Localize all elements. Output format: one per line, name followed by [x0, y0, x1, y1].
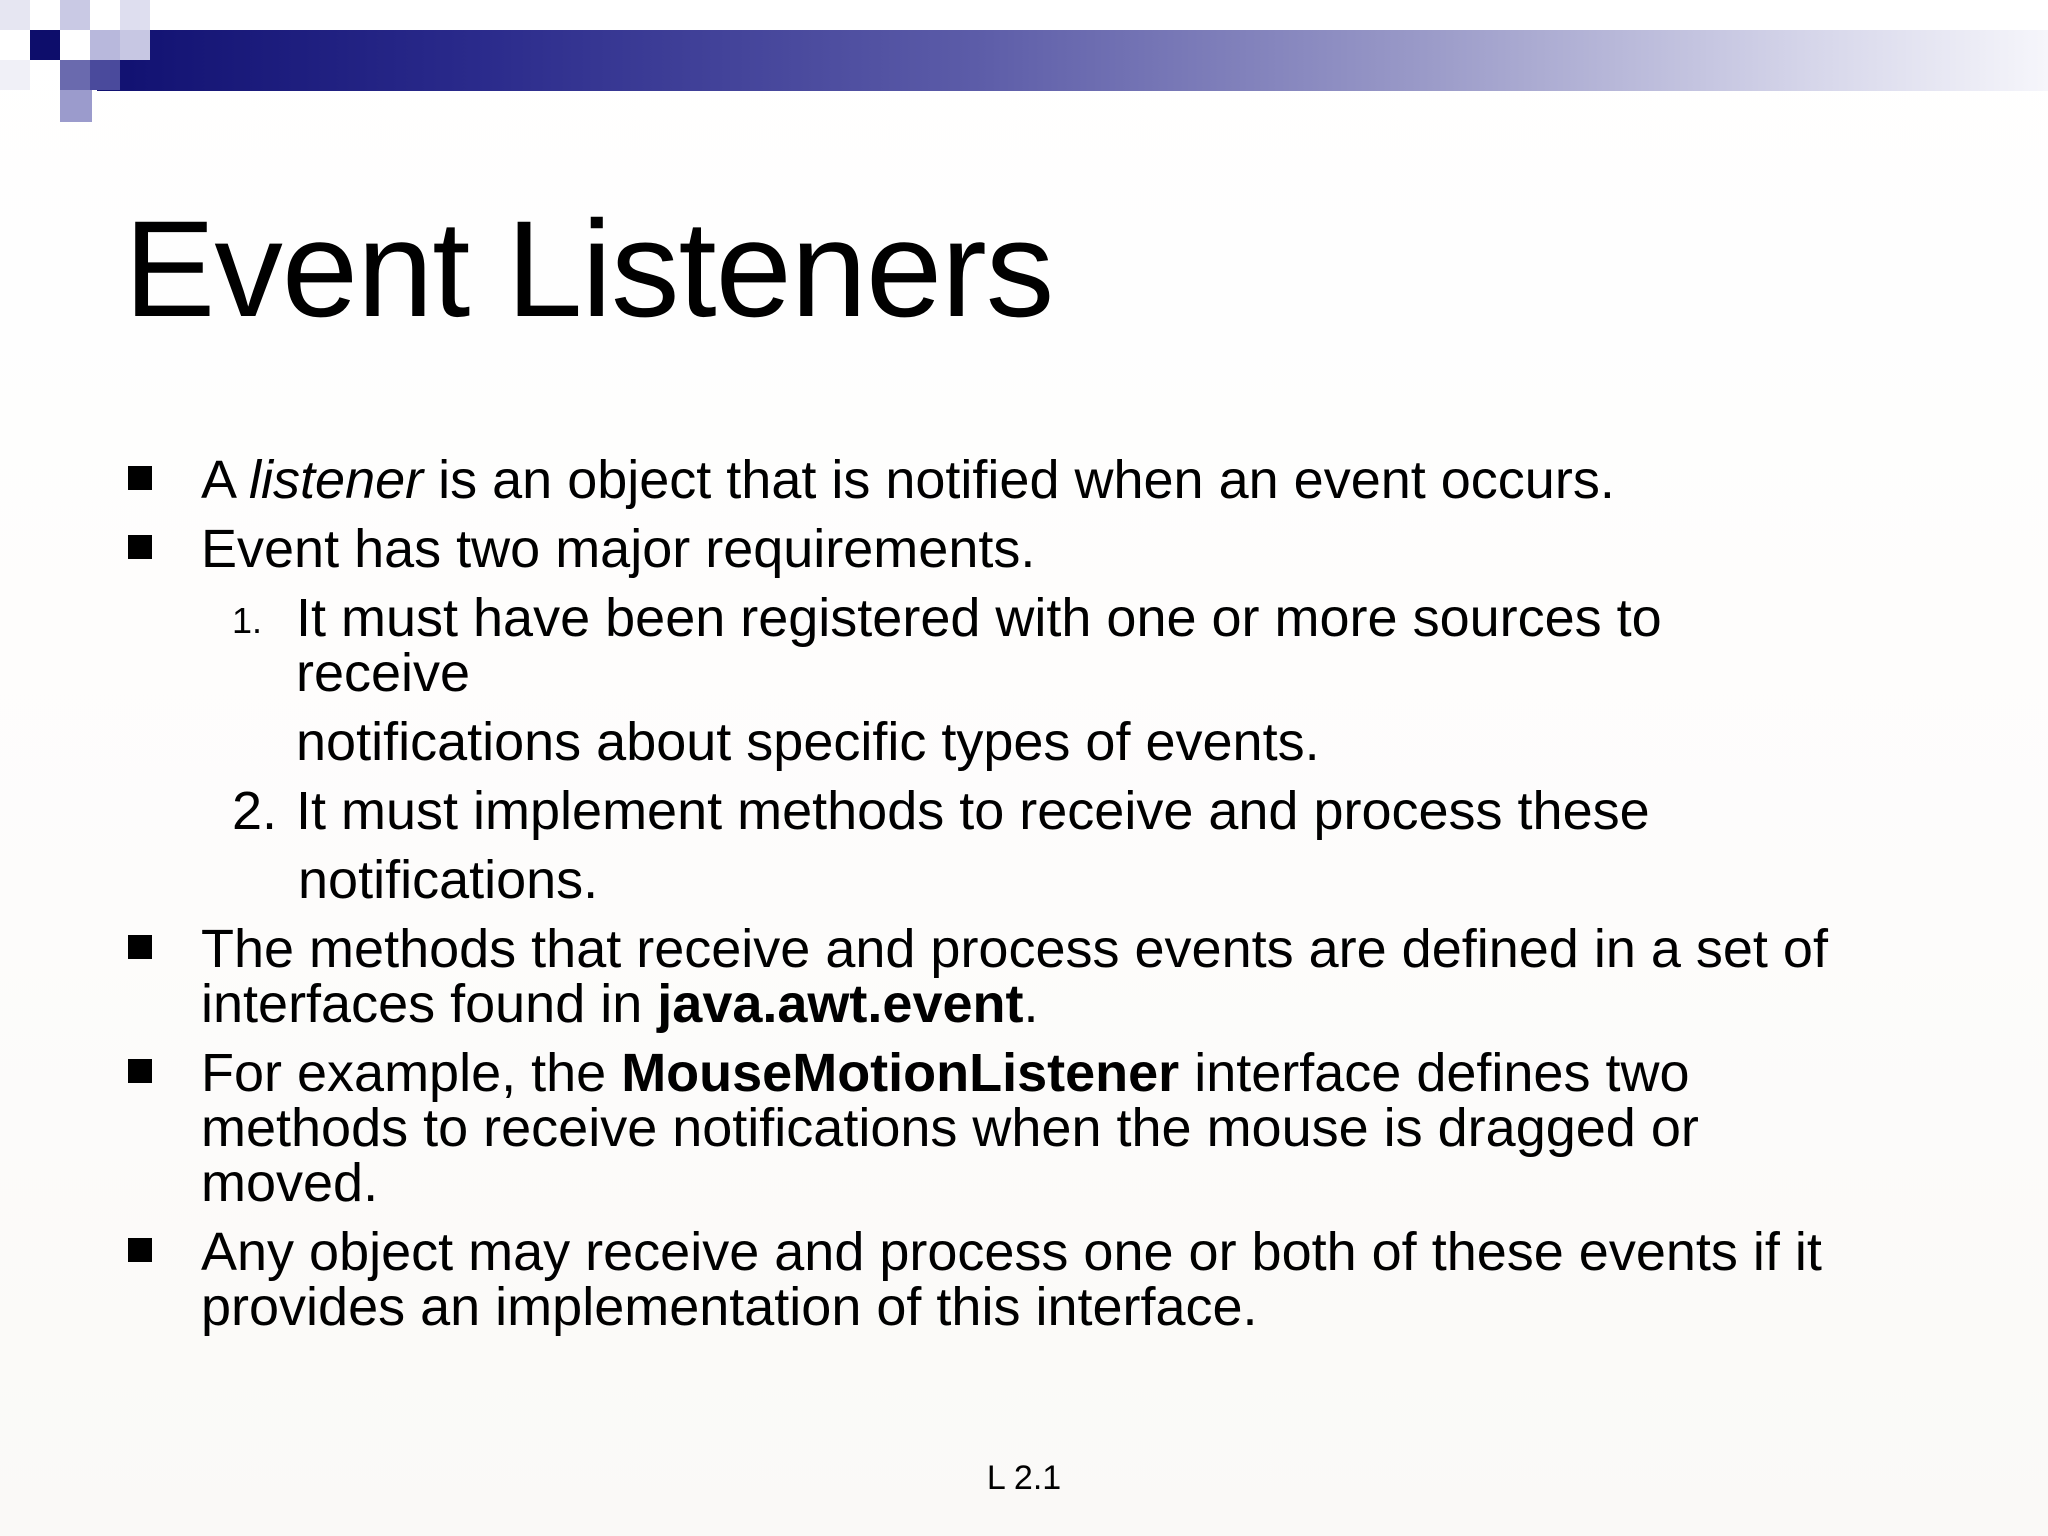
- numbered-item-2-line-1: It must implement methods to receive and process these: [296, 781, 1650, 841]
- decor-square: [90, 30, 120, 60]
- bullet-text-1: [201, 452, 1615, 508]
- decor-square: [0, 0, 30, 30]
- bullet-3-line-2-pre: interfaces found in: [201, 974, 658, 1034]
- bullet-1-post: is an object that is notified when an event occurs.: [423, 450, 1615, 510]
- bullet-marker: [128, 1238, 152, 1262]
- bullet-1-pre: A: [201, 450, 250, 510]
- numbered-item-1-line-3: notifications about specific types of events.: [296, 712, 1320, 772]
- decor-square: [60, 0, 90, 30]
- decor-square: [120, 0, 150, 30]
- bullet-4-line-1-pre: For example, the: [201, 1043, 622, 1103]
- bullet-3-line-2-post: .: [1023, 974, 1039, 1034]
- bullet-text-3-line-1: The methods that receive and process events are defined in a set of: [201, 919, 1828, 979]
- decor-square: [90, 60, 120, 90]
- bullet-text-5-line-2: provides an implementation of this interface.: [201, 1277, 1258, 1337]
- slide-title: Event Listeners: [124, 193, 1054, 346]
- numbered-item-1-number: 1.: [232, 600, 263, 641]
- bullet-text-2: Event has two major requirements.: [201, 519, 1036, 579]
- bullet-4-line-1-post: interface defines two: [1179, 1043, 1690, 1103]
- decor-square: [30, 30, 60, 60]
- bullet-4-strong: MouseMotionListener: [621, 1043, 1180, 1103]
- slide-number: L 2.1: [986, 1459, 1062, 1497]
- numbered-item-2-number: 2.: [232, 781, 278, 841]
- bullet-marker: [128, 466, 152, 490]
- bullet-text-4-line-3: moved.: [201, 1153, 379, 1213]
- decor-square: [60, 90, 92, 122]
- bullet-3-strong: java.awt.event: [657, 974, 1024, 1034]
- numbered-item-2-line-2: notifications.: [298, 850, 599, 910]
- numbered-item-1-line-1: It must have been registered with one or more sources to: [296, 588, 1662, 648]
- bullet-1-emphasis: listener: [249, 450, 424, 510]
- header-gradient-band: [97, 30, 2048, 91]
- bullet-text-4-line-2: methods to receive notifications when the mouse is dragged or: [201, 1098, 1699, 1158]
- bullet-marker: [128, 935, 152, 959]
- bullet-text-4-line-1: [201, 1045, 1690, 1101]
- decor-square: [60, 60, 90, 90]
- decor-square: [120, 30, 150, 60]
- bullet-text-3-line-2: [201, 976, 1039, 1032]
- numbered-item-1-line-2: receive: [296, 643, 471, 703]
- bullet-marker: [128, 535, 152, 559]
- bullet-text-5-line-1: Any object may receive and process one or both of these events if it: [201, 1222, 1822, 1282]
- bullet-marker: [128, 1059, 152, 1083]
- decor-square: [0, 60, 30, 90]
